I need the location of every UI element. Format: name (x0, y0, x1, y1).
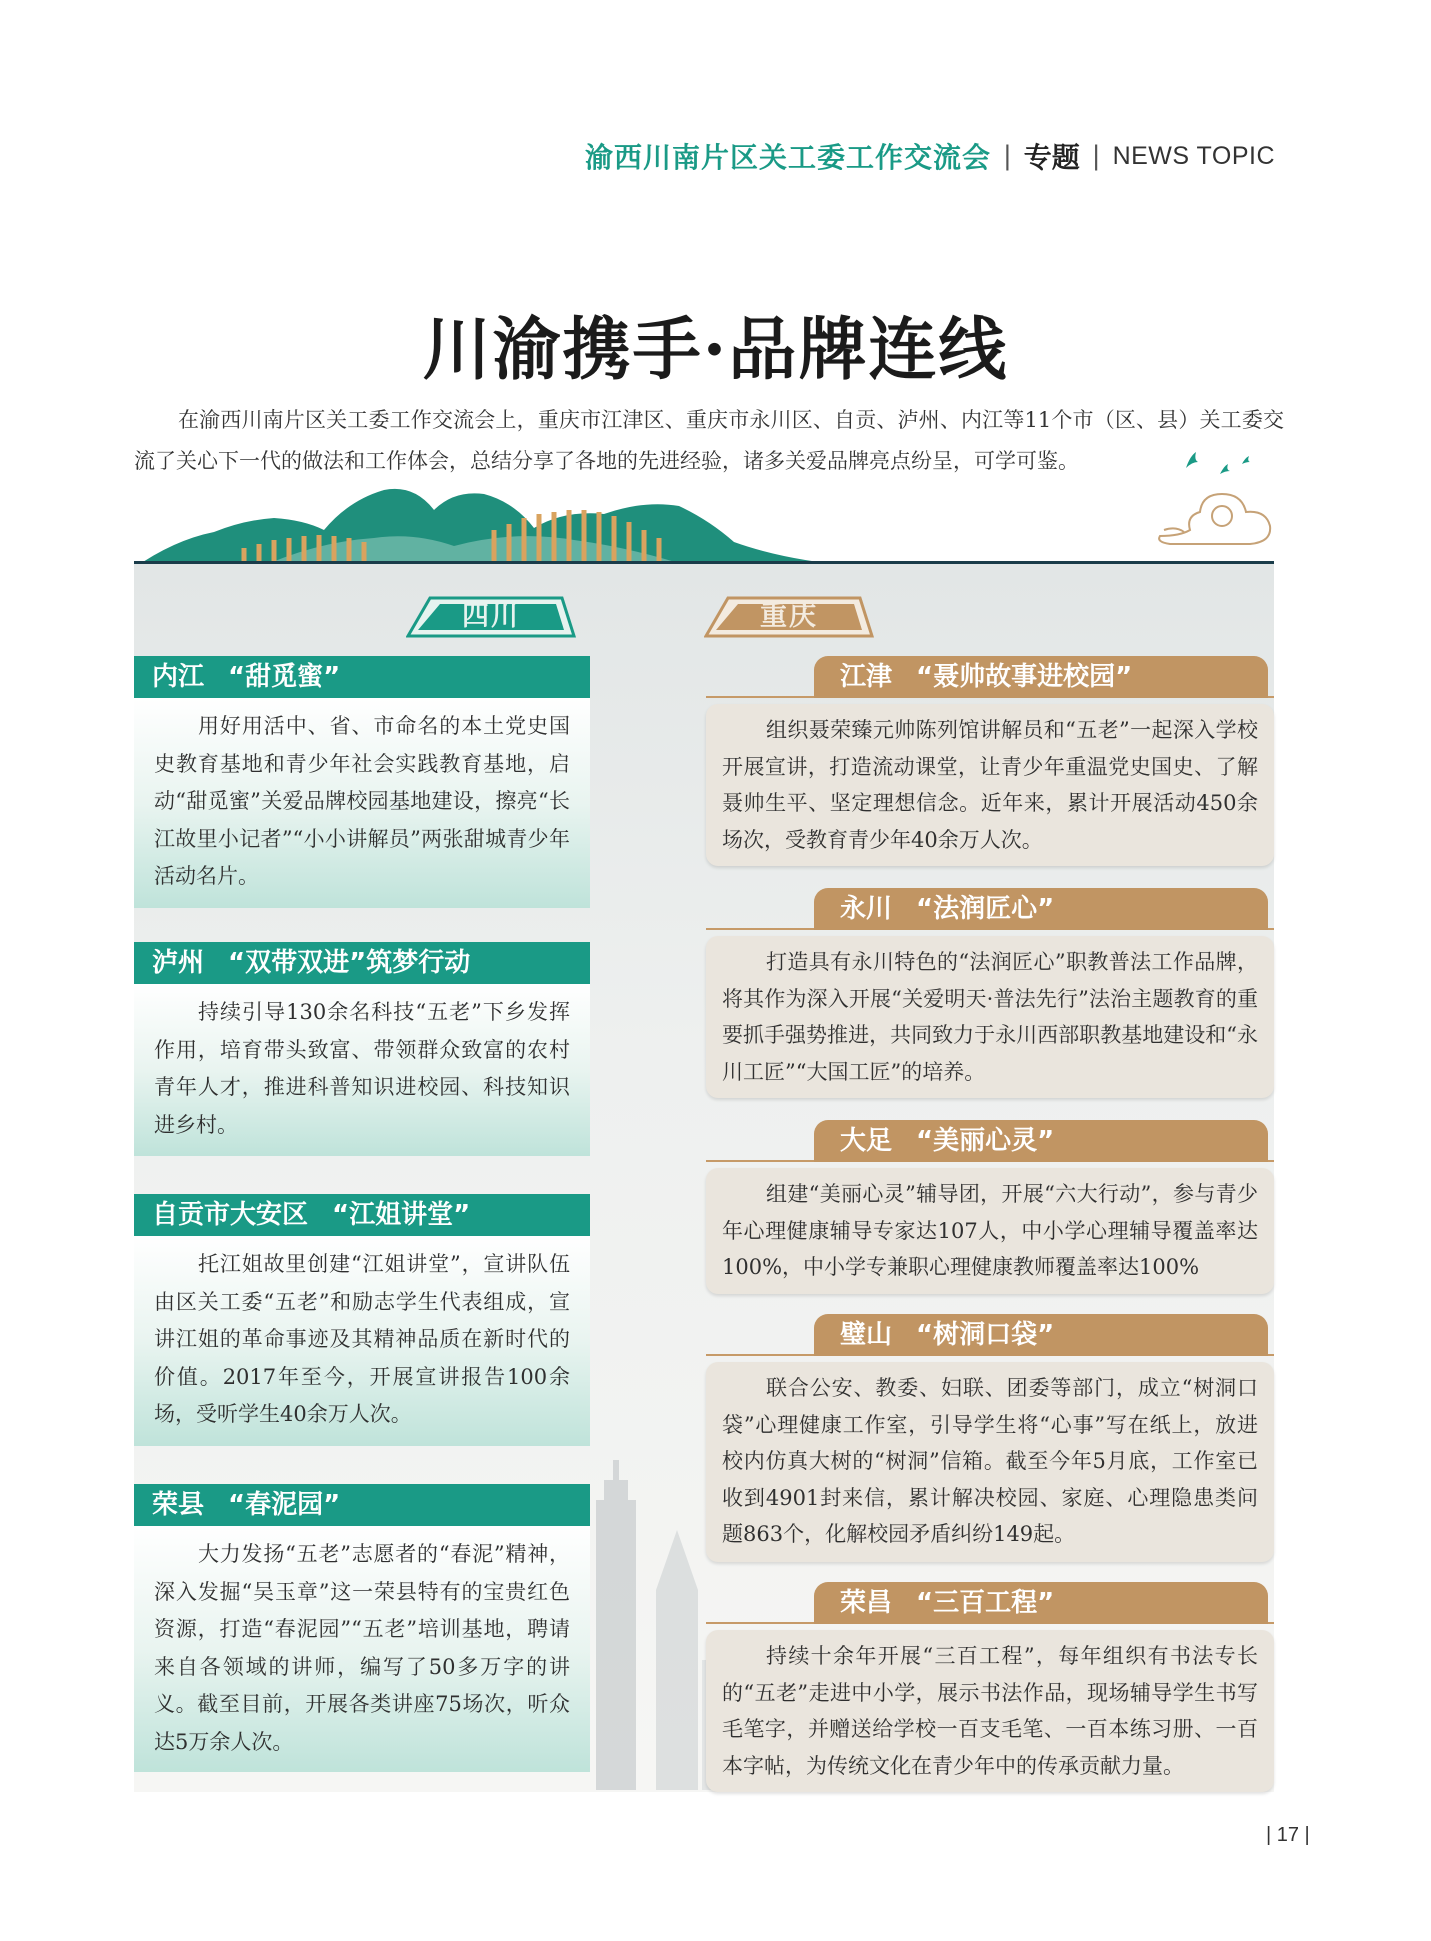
article-title: 川渝携手·品牌连线 (422, 310, 1009, 390)
chongqing-card-dazu (706, 1120, 1274, 1294)
series-title: 渝西川南片区关工委工作交流会 (585, 141, 992, 174)
chongqing-card-rongchang (706, 1582, 1274, 1792)
card-place: 璧山 (840, 1320, 893, 1350)
region-label-sichuan: 四川 (462, 601, 520, 632)
card-title (814, 888, 1268, 930)
card-body: 持续十余年开展“三百工程”，每年组织有书法专长的“五老”走进中小学，展示书法作品，现场辅导学生书写毛笔字，并赠送给学校一百支毛笔、一百本练习册、一百本字帖，为传统文化在青少年中的传承贡献力量。 (706, 1630, 1274, 1792)
card-place: 自贡市大安区 (152, 1200, 309, 1230)
card-brand: “甜觅蜜” (228, 662, 341, 692)
card-title (134, 1194, 590, 1236)
city-skyline-illustration (586, 1460, 726, 1790)
card-place: 大足 (840, 1126, 893, 1156)
card-title (814, 1120, 1268, 1162)
card-place: 荣昌 (840, 1588, 893, 1618)
card-brand: “法润匠心” (916, 894, 1055, 924)
card-brand: “美丽心灵” (916, 1126, 1055, 1156)
card-body: 托江姐故里创建“江姐讲堂”，宣讲队伍由区关工委“五老”和励志学生代表组成，宣讲江姐的革命事迹及其精神品质在新时代的价值。2017年至今，开展宣讲报告100余场，受听学生40余万人次。 (134, 1236, 590, 1446)
card-brand: “江姐讲堂” (332, 1200, 471, 1230)
region-tag-sichuan (406, 594, 576, 640)
card-body: 大力发扬“五老”志愿者的“春泥”精神，深入发掘“吴玉章”这一荣县特有的宝贵红色资源，打造“春泥园”“五老”培训基地，聘请来自各领域的讲师，编写了50多万字的讲义。截至目前，开展各类讲座75场次，听众达5万余人次。 (134, 1526, 590, 1772)
hills-bridge-illustration (134, 480, 1274, 570)
card-title (814, 1582, 1268, 1624)
card-brand: “春泥园” (228, 1490, 341, 1520)
running-header (585, 136, 1275, 176)
card-place: 泸州 (152, 948, 205, 978)
card-place: 内江 (152, 662, 205, 692)
card-body: 联合公安、教委、妇联、团委等部门，成立“树洞口袋”心理健康工作室，引导学生将“心事”写在纸上，放进校内仿真大树的“树洞”信箱。截至今年5月底，工作室已收到4901封来信，累计解决校园、家庭、心理隐患类问题863个，化解校园矛盾纠纷149起。 (706, 1362, 1274, 1562)
card-brand: “树洞口袋” (916, 1320, 1055, 1350)
region-label-chongqing: 重庆 (760, 601, 818, 632)
header-separator-2: | (1091, 141, 1101, 171)
card-body: 组织聂荣臻元帅陈列馆讲解员和“五老”一起深入学校开展宣讲，打造流动课堂，让青少年重温党史国史、了解聂帅生平、坚定理想信念。近年来，累计开展活动450余场次，受教育青少年40余万人次。 (706, 704, 1274, 866)
chongqing-card-bishan (706, 1314, 1274, 1562)
sichuan-card-luzhou (134, 942, 590, 1156)
card-title (134, 656, 590, 698)
article-intro: 在渝西川南片区关工委工作交流会上，重庆市江津区、重庆市永川区、自贡、泸州、内江等11个市（区、县）关工委交流了关心下一代的做法和工作体会，总结分享了各地的先进经验，诸多关爱品牌亮点纷呈，可学可鉴。 (134, 408, 1284, 473)
card-brand: “三百工程” (916, 1588, 1055, 1618)
card-place: 江津 (840, 662, 893, 692)
card-title (814, 656, 1268, 698)
sichuan-card-zigong (134, 1194, 590, 1446)
birds-icon (1180, 440, 1260, 480)
card-body: 用好用活中、省、市命名的本土党史国史教育基地和青少年社会实践教育基地，启动“甜觅蜜”关爱品牌校园基地建设，擦亮“长江故里小记者”“小小讲解员”两张甜城青少年活动名片。 (134, 698, 590, 908)
card-brand: “聂帅故事进校园” (916, 662, 1133, 692)
sichuan-card-rongxian (134, 1484, 590, 1772)
header-separator: | (1003, 141, 1012, 171)
news-topic-label: NEWS TOPIC (1112, 141, 1275, 170)
topic-label: 专题 (1023, 141, 1080, 174)
card-brand: “双带双进”筑梦行动 (228, 948, 471, 978)
card-title-row (706, 1120, 1274, 1162)
card-body: 打造具有永川特色的“法润匠心”职教普法工作品牌，将其作为深入开展“关爱明天·普法先行”法治主题教育的重要抓手强势推进，共同致力于永川西部职教基地建设和“永川工匠”“大国工匠”的培养。 (706, 936, 1274, 1098)
card-title-row (706, 888, 1274, 930)
card-place: 永川 (840, 894, 893, 924)
card-title-row (706, 1582, 1274, 1624)
chongqing-card-yongchuan (706, 888, 1274, 1098)
card-title-row (706, 656, 1274, 698)
region-tag-chongqing (704, 594, 874, 640)
card-place: 荣县 (152, 1490, 205, 1520)
chongqing-card-jiangjin (706, 656, 1274, 866)
page-number: | 17 | (1266, 1824, 1310, 1846)
card-body: 持续引导130余名科技“五老”下乡发挥作用，培育带头致富、带领群众致富的农村青年人才，推进科普知识进校园、科技知识进乡村。 (134, 984, 590, 1156)
card-title-row (706, 1314, 1274, 1356)
card-body: 组建“美丽心灵”辅导团，开展“六大行动”，参与青少年心理健康辅导专家达107人，中小学心理辅导覆盖率达100%，中小学专兼职心理健康教师覆盖率达100% (706, 1168, 1274, 1294)
sichuan-card-neijiang (134, 656, 590, 908)
card-title (814, 1314, 1268, 1356)
card-title (134, 1484, 590, 1526)
band-divider (134, 561, 1274, 564)
card-title (134, 942, 590, 984)
